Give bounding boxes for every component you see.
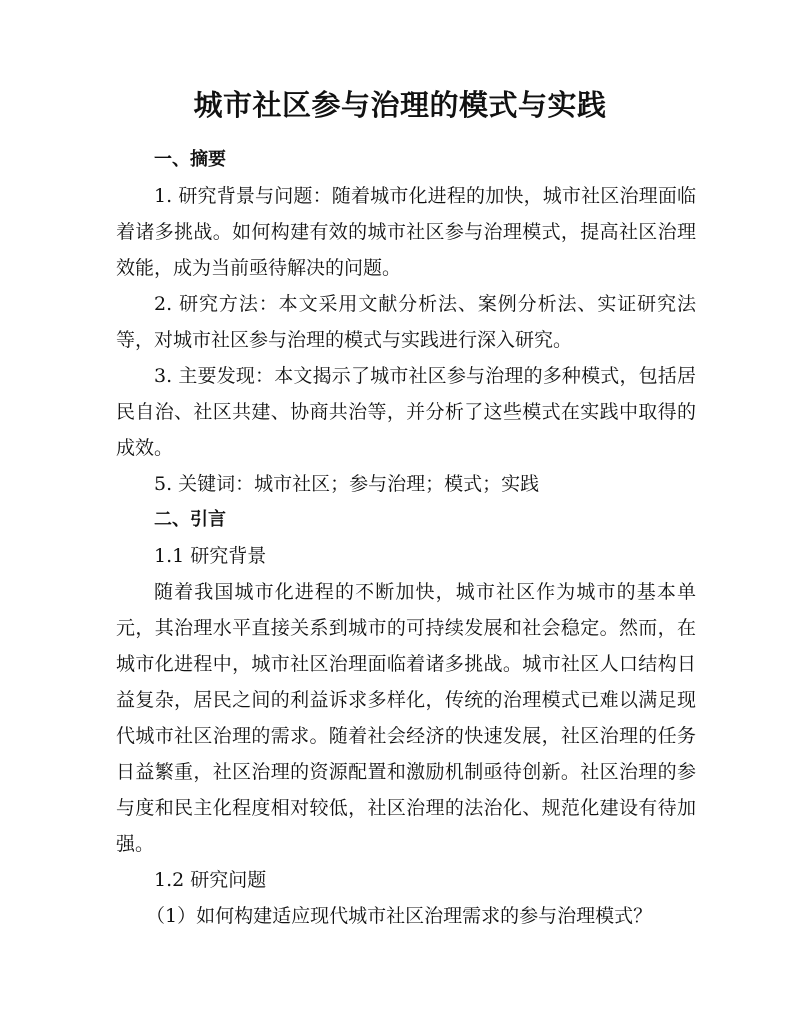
subheading-research-questions: 1.2 研究问题	[154, 869, 267, 891]
research-question-item: （1）如何构建适应现代城市社区治理需求的参与治理模式？	[146, 905, 653, 927]
section-heading-introduction: 二、引言	[154, 509, 226, 530]
document-title: 城市社区参与治理的模式与实践	[193, 88, 607, 122]
research-background-paragraph: 随着我国城市化进程的不断加快，城市社区作为城市的基本单元，其治理水平直接关系到城市的可持续发展和社会稳定。然而，在城市化进程中，城市社区治理面临着诸多挑战。城市社区人口结构日益复杂，居民之间的利益诉求多样化，传统的治理模式已难以满足现代城市社区治理的需求。随着社会经济的快速发展，社区治理的任务日益繁重，社区治理的资源配置和激励机制亟待创新。社区治理的参与度和民主化程度相对较低，社区治理的法治化、规范化建设有待加强。	[116, 581, 696, 855]
abstract-method-paragraph: 2. 研究方法：本文采用文献分析法、案例分析法、实证研究法等，对城市社区参与治理的模式与实践进行深入研究。	[116, 293, 696, 351]
abstract-keywords-paragraph: 5. 关键词：城市社区；参与治理；模式；实践	[154, 473, 540, 495]
section-heading-abstract: 一、摘要	[154, 149, 226, 170]
document-body	[116, 142, 696, 934]
abstract-background-paragraph: 1. 研究背景与问题：随着城市化进程的加快，城市社区治理面临着诸多挑战。如何构建有效的城市社区参与治理模式，提高社区治理效能，成为当前亟待解决的问题。	[116, 185, 696, 279]
subheading-research-background: 1.1 研究背景	[154, 545, 267, 567]
abstract-findings-paragraph: 3. 主要发现：本文揭示了城市社区参与治理的多种模式，包括居民自治、社区共建、协商共治等，并分析了这些模式在实践中取得的成效。	[116, 365, 696, 459]
